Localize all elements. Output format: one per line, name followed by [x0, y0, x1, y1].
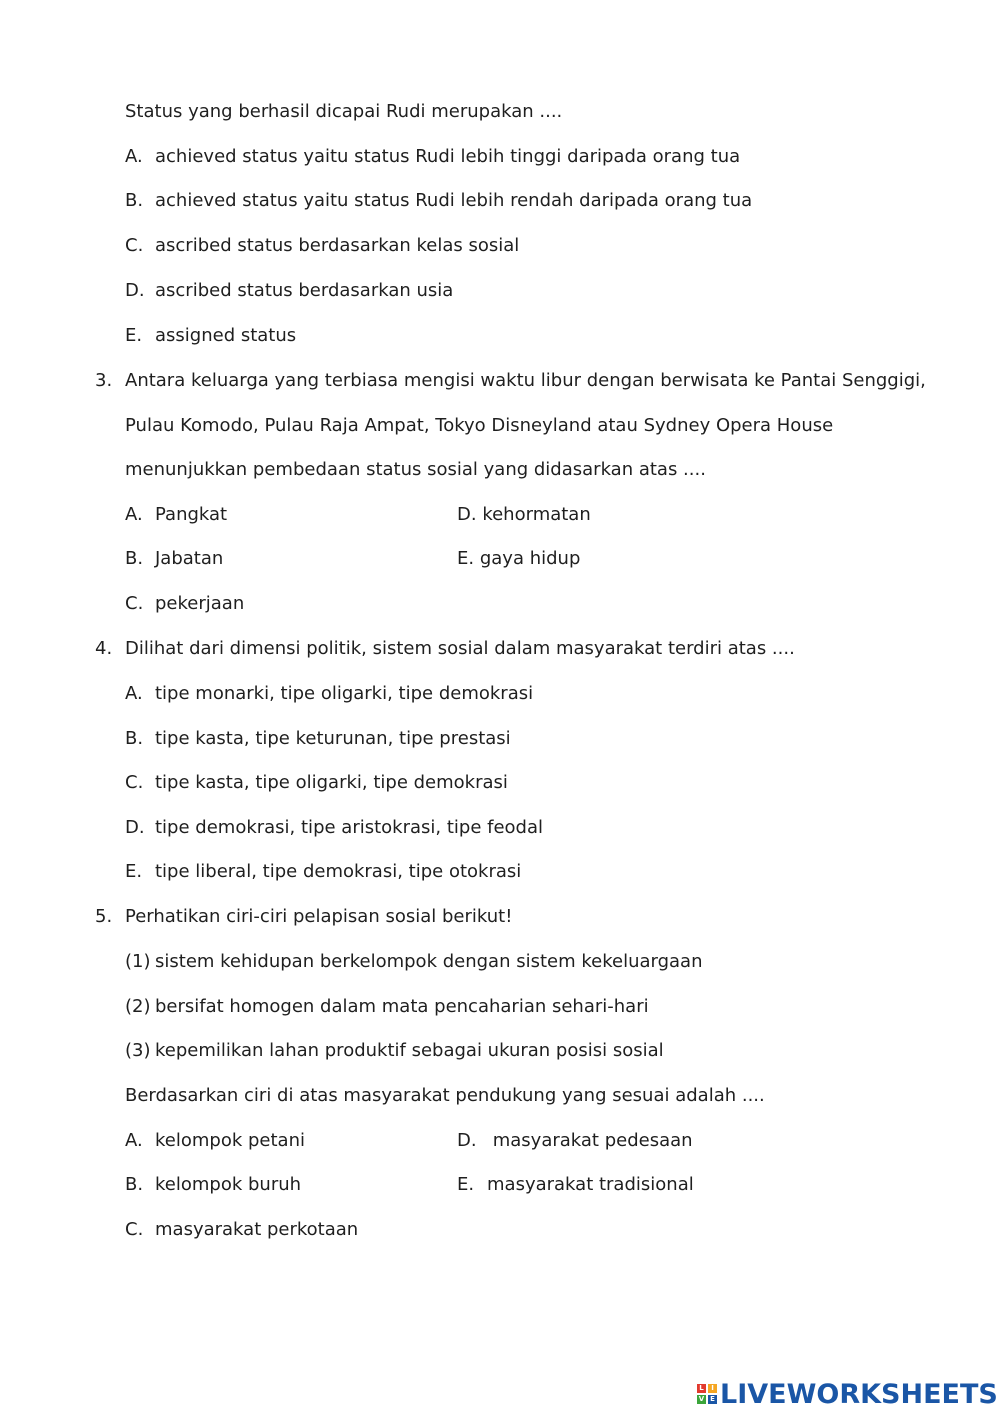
- q3-option-d[interactable]: [457, 503, 591, 527]
- option-text: pekerjaan: [155, 593, 245, 614]
- option-text: tipe liberal, tipe demokrasi, tipe otokrasi: [155, 861, 522, 882]
- logo-mark-icon: [697, 1384, 717, 1404]
- option-letter: D.: [125, 817, 145, 838]
- option-letter: B.: [125, 728, 144, 749]
- logo-tile: E: [708, 1395, 717, 1404]
- option-text: Pangkat: [155, 504, 228, 525]
- q5-option-b[interactable]: [125, 1173, 301, 1197]
- item-text: kepemilikan lahan produktif sebagai ukuran posisi sosial: [155, 1040, 664, 1061]
- q2-stem-end: Status yang berhasil dicapai Rudi merupakan ....: [125, 101, 563, 122]
- option-text: ascribed status berdasarkan kelas sosial: [155, 235, 520, 256]
- q5-option-a[interactable]: [125, 1129, 305, 1153]
- item-text: bersifat homogen dalam mata pencaharian sehari-hari: [155, 996, 649, 1017]
- option-letter: E.: [457, 548, 475, 569]
- q5-stem: Perhatikan ciri-ciri pelapisan sosial berikut!: [125, 906, 513, 927]
- logo-tile: V: [698, 1395, 705, 1403]
- option-letter: B.: [125, 190, 144, 211]
- q3-number: 3.: [95, 370, 113, 391]
- q5-option-d[interactable]: [457, 1129, 693, 1153]
- q2-option-b[interactable]: [125, 189, 752, 213]
- q4-option-c[interactable]: [125, 771, 508, 795]
- q2-option-e[interactable]: [125, 324, 296, 348]
- logo-tile: L: [697, 1384, 706, 1393]
- option-letter: C.: [125, 1219, 144, 1240]
- option-letter: A.: [125, 683, 143, 704]
- option-text: tipe kasta, tipe oligarki, tipe demokrasi: [155, 772, 508, 793]
- q3-option-b[interactable]: [125, 547, 223, 571]
- q4-option-e[interactable]: [125, 860, 521, 884]
- q3-option-a[interactable]: [125, 503, 227, 527]
- option-letter: D.: [457, 504, 477, 525]
- option-text: kehormatan: [482, 504, 591, 525]
- option-letter: D.: [125, 280, 145, 301]
- q5-item-2: [125, 995, 649, 1019]
- q3-stem-line-3: menunjukkan pembedaan status sosial yang didasarkan atas ....: [125, 459, 706, 480]
- option-text: tipe demokrasi, tipe aristokrasi, tipe feodal: [155, 817, 544, 838]
- option-text: tipe kasta, tipe keturunan, tipe prestasi: [155, 728, 511, 749]
- q5-number: 5.: [95, 906, 113, 927]
- item-text: sistem kehidupan berkelompok dengan sistem kekeluargaan: [155, 951, 703, 972]
- q5-option-e[interactable]: [457, 1173, 694, 1197]
- option-letter: C.: [125, 235, 144, 256]
- option-text: gaya hidup: [479, 548, 581, 569]
- item-marker: (1): [125, 951, 151, 972]
- q4-option-b[interactable]: [125, 727, 511, 751]
- q2-option-a[interactable]: [125, 145, 740, 169]
- q3-option-c[interactable]: [125, 592, 244, 616]
- option-text: masyarakat perkotaan: [155, 1219, 359, 1240]
- option-text: kelompok buruh: [155, 1174, 302, 1195]
- q5-item-3: [125, 1039, 664, 1063]
- q2-option-c[interactable]: [125, 234, 519, 258]
- q3-stem-line-1: Antara keluarga yang terbiasa mengisi waktu libur dengan berwisata ke Pantai Senggigi,: [125, 370, 926, 391]
- option-letter: A.: [125, 146, 143, 167]
- q4-stem: Dilihat dari dimensi politik, sistem sosial dalam masyarakat terdiri atas ....: [125, 638, 795, 659]
- option-text: Jabatan: [155, 548, 224, 569]
- option-letter: E.: [125, 325, 143, 346]
- q5-option-c[interactable]: [125, 1218, 358, 1242]
- q3-option-e[interactable]: [457, 547, 580, 571]
- liveworksheets-logo: [697, 1377, 998, 1411]
- item-marker: (2): [125, 996, 151, 1017]
- option-text: assigned status: [155, 325, 297, 346]
- option-letter: A.: [125, 504, 143, 525]
- option-letter: C.: [125, 593, 144, 614]
- option-letter: C.: [125, 772, 144, 793]
- q5-item-1: [125, 950, 703, 974]
- option-letter: A.: [125, 1130, 143, 1151]
- q4-option-d[interactable]: [125, 816, 543, 840]
- q5-question: Berdasarkan ciri di atas masyarakat pendukung yang sesuai adalah ....: [125, 1085, 765, 1106]
- q4-number: 4.: [95, 638, 113, 659]
- option-text: achieved status yaitu status Rudi lebih rendah daripada orang tua: [155, 190, 753, 211]
- option-text: kelompok petani: [155, 1130, 305, 1151]
- option-text: masyarakat tradisional: [487, 1174, 694, 1195]
- option-letter: E.: [125, 861, 143, 882]
- option-letter: B.: [125, 548, 144, 569]
- option-text: tipe monarki, tipe oligarki, tipe demokrasi: [155, 683, 534, 704]
- option-letter: E.: [457, 1174, 475, 1195]
- q2-option-d[interactable]: [125, 279, 453, 303]
- option-text: ascribed status berdasarkan usia: [155, 280, 454, 301]
- q4-option-a[interactable]: [125, 682, 533, 706]
- option-letter: B.: [125, 1174, 144, 1195]
- option-text: achieved status yaitu status Rudi lebih tinggi daripada orang tua: [155, 146, 741, 167]
- logo-text: LIVEWORKSHEETS: [720, 1378, 998, 1410]
- option-letter: D.: [457, 1130, 477, 1151]
- option-text: masyarakat pedesaan: [487, 1130, 693, 1151]
- q3-stem-line-2: Pulau Komodo, Pulau Raja Ampat, Tokyo Disneyland atau Sydney Opera House: [125, 415, 834, 436]
- logo-tile: I: [708, 1384, 717, 1393]
- item-marker: (3): [125, 1040, 151, 1061]
